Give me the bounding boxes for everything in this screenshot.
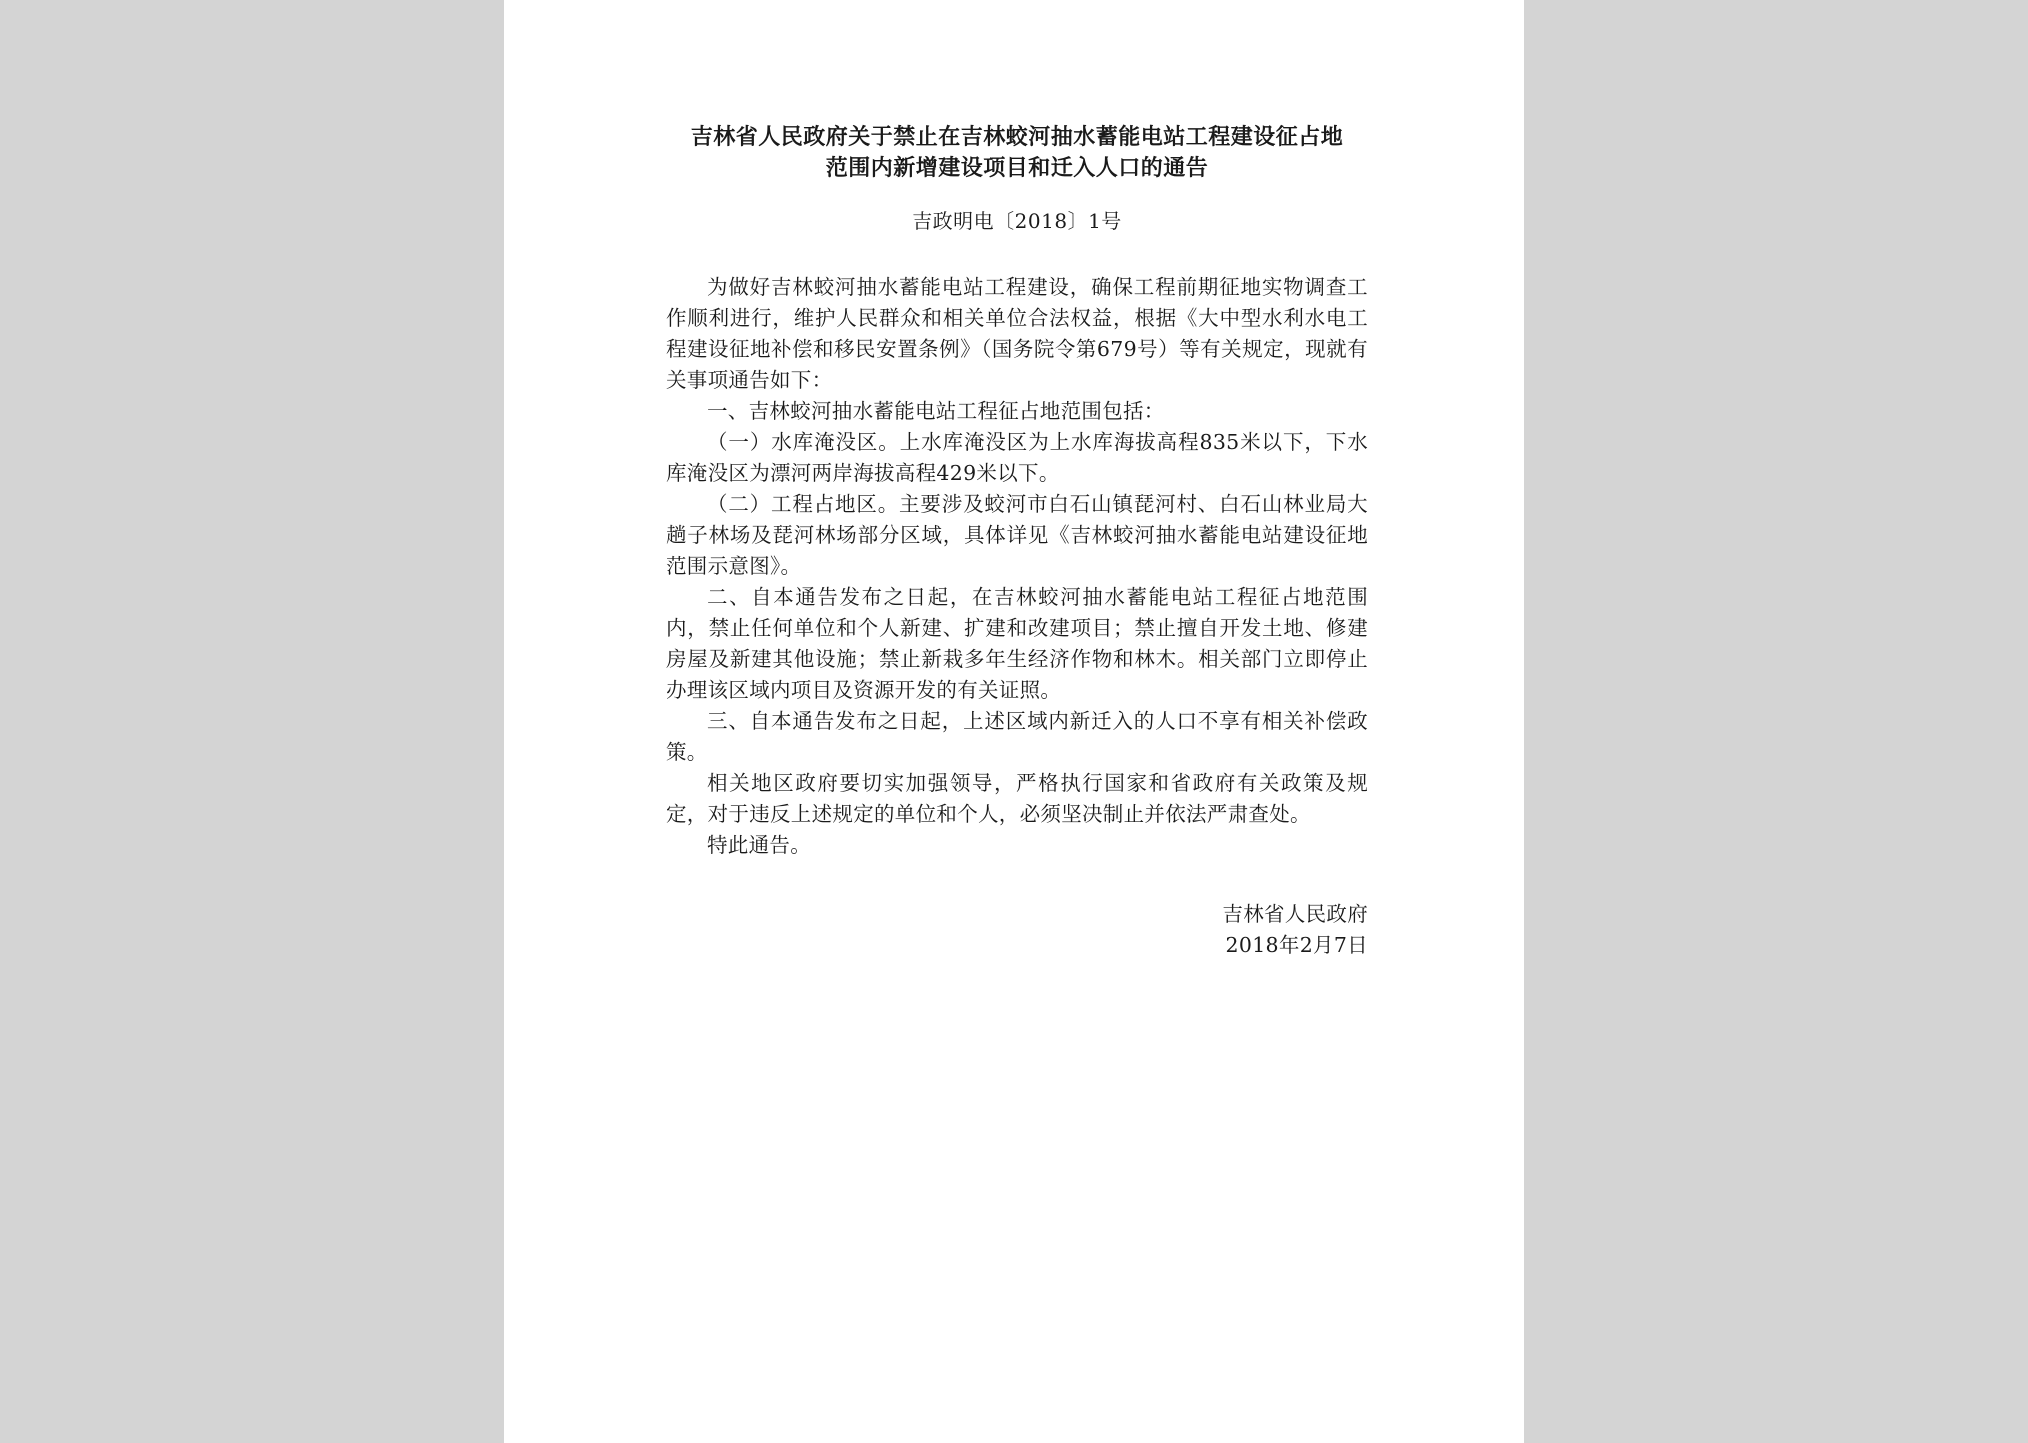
paragraph-section-1-item-2: （二）工程占地区。主要涉及蛟河市白石山镇琵河村、白石山林业局大趟子林场及琵河林场部分区域，具体详见《吉林蛟河抽水蓄能电站建设征地范围示意图》。 xyxy=(666,492,1368,578)
paragraph-section-1-item-1: （一）水库淹没区。上水库淹没区为上水库海拔高程835米以下，下水库淹没区为漂河两岸海拔高程429米以下。 xyxy=(666,430,1368,485)
paragraph-closing: 特此通告。 xyxy=(707,833,811,857)
signature-block xyxy=(666,899,1368,961)
document-content xyxy=(666,122,1368,961)
paragraph-enforcement: 相关地区政府要切实加强领导，严格执行国家和省政府有关政策及规定，对于违反上述规定的单位和个人，必须坚决制止并依法严肃查处。 xyxy=(666,771,1368,826)
document-title xyxy=(666,122,1368,184)
document-number: 吉政明电〔2018〕1号 xyxy=(912,209,1122,233)
title-line-2: 范围内新增建设项目和迁入人口的通告 xyxy=(825,156,1209,181)
title-line-1: 吉林省人民政府关于禁止在吉林蛟河抽水蓄能电站工程建设征占地 xyxy=(690,125,1344,150)
document-page xyxy=(504,0,1524,1443)
document-body xyxy=(666,272,1368,861)
paragraph-section-3: 三、自本通告发布之日起，上述区域内新迁入的人口不享有相关补偿政策。 xyxy=(666,709,1368,764)
signature-issuer: 吉林省人民政府 xyxy=(1222,902,1368,926)
paragraph-intro: 为做好吉林蛟河抽水蓄能电站工程建设，确保工程前期征地实物调查工作顺利进行，维护人民群众和相关单位合法权益，根据《大中型水利水电工程建设征地补偿和移民安置条例》（国务院令第679号）等有关规定，现就有关事项通告如下： xyxy=(666,275,1368,392)
signature-date: 2018年2月7日 xyxy=(1225,933,1368,957)
paragraph-section-1: 一、吉林蛟河抽水蓄能电站工程征占地范围包括： xyxy=(707,399,1165,423)
paragraph-section-2: 二、自本通告发布之日起，在吉林蛟河抽水蓄能电站工程征占地范围内，禁止任何单位和个人新建、扩建和改建项目；禁止擅自开发土地、修建房屋及新建其他设施；禁止新栽多年生经济作物和林木。相关部门立即停止办理该区域内项目及资源开发的有关证照。 xyxy=(666,585,1368,702)
